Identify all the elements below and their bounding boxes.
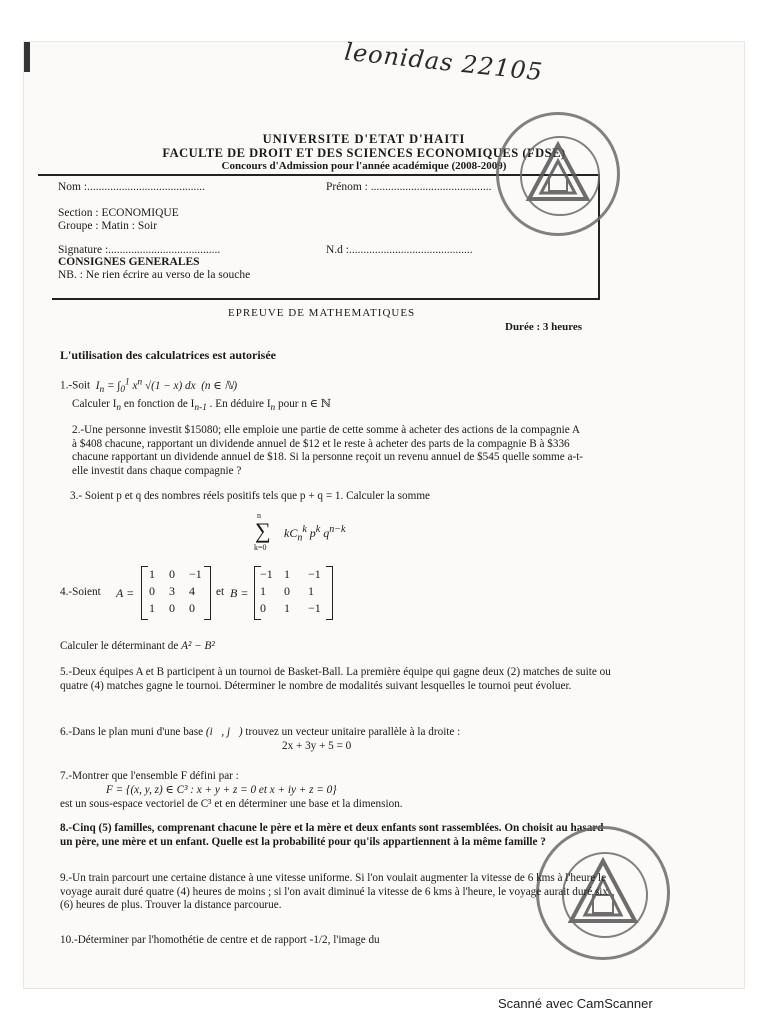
exam-title: EPREUVE DE MATHEMATIQUES <box>228 307 416 319</box>
question-1-line2: Calculer $I_n$ en fonction de $I_{n-1}$ . En déduire $I_n$ pour n ∈ ℕ <box>72 398 332 414</box>
q7-conclusion: est un sous-espace vectoriel de C³ et en déterminer une base et la dimension. <box>60 798 403 810</box>
matA-cell: 4 <box>189 584 195 598</box>
field-prenom: Prénom : .......................................... <box>326 181 492 193</box>
q1-intro: 1.-Soit <box>60 379 91 392</box>
question-10: 10.-Déterminer par l'homothétie de centre et de rapport -1/2, l'image du <box>60 934 380 946</box>
q4-calculer: Calculer le déterminant de <box>60 640 179 652</box>
q6-basis: (i⃗, j⃗) <box>205 726 246 738</box>
concours-line: Concours d'Admission pour l'année académique (2008-2009) <box>221 160 507 172</box>
scanner-watermark: Scanné avec CamScanner <box>498 996 653 1011</box>
official-stamp <box>496 112 620 236</box>
matB-cell: −1 <box>260 567 273 581</box>
matrix-B-label: B = <box>230 586 249 600</box>
sum-lower: k=0 <box>254 543 267 552</box>
matrix-A-bracket-left <box>141 566 148 620</box>
field-signature: Signature :....................................... <box>58 244 221 256</box>
matA-cell: 0 <box>169 601 175 615</box>
matA-cell: 0 <box>189 601 195 615</box>
matB-cell: 1 <box>284 601 290 615</box>
consignes-title: CONSIGNES GENERALES <box>58 256 200 268</box>
q1-deduire: . En déduire I <box>209 398 271 410</box>
summation-term: $kC_n^k$ $p^k$ $q^{n-k}$ <box>284 524 346 544</box>
matB-cell: −1 <box>308 601 321 615</box>
matA-cell: 0 <box>169 567 175 581</box>
field-numero: N.d :........................................... <box>326 244 473 256</box>
field-nom: Nom :......................................... <box>58 181 205 193</box>
faculty-name: FACULTE DE DROIT ET DES SCIENCES ECONOMIQUES (FDSE) <box>162 146 566 160</box>
matB-cell: 1 <box>260 584 266 598</box>
calculator-notice: L'utilisation des calculatrices est autorisée <box>60 348 276 362</box>
matrix-A-bracket-right <box>204 566 211 620</box>
q6-equation: 2x + 3y + 5 = 0 <box>282 740 352 752</box>
q4-soient: 4.-Soient <box>60 586 101 598</box>
question-3: 3.- Soient p et q des nombres réels positifs tels que p + q = 1. Calculer la somme <box>70 490 430 502</box>
matB-cell: 0 <box>284 584 290 598</box>
q1-calc: Calculer I <box>72 398 117 410</box>
header-rule-bottom <box>52 298 600 300</box>
exam-duration: Durée : 3 heures <box>505 321 583 333</box>
field-section: Section : ECONOMIQUE <box>58 207 179 219</box>
q4-expression: A² − B² <box>181 640 215 652</box>
question-7: 7.-Montrer que l'ensemble F défini par : <box>60 770 239 782</box>
question-8: 8.-Cinq (5) familles, comprenant chacune le père et la mère et deux enfants sont rassemblées. On choisit au hasard un père, une mère et un enfant. Quelle est la probabilité pour qu'ils appartiennent à la même famille ? <box>60 822 604 848</box>
summation-sign: ∑ <box>255 518 271 543</box>
question-9: 9.-Un train parcourt une certaine distance à une vitesse uniforme. Si l'on voulait augmenter la vitesse de 6 kms à l'heure le voyage aurait duré quatre (4) heures de moins ; si l'on avait diminué la vitesse de 6 kms à l'heure, le voyage aurait duré six (6) heures de plus. Trouver la distance parcourue. <box>60 872 609 911</box>
question-6 <box>60 726 590 740</box>
q4-et: et <box>216 586 225 598</box>
matA-cell: −1 <box>189 567 202 581</box>
university-name: UNIVERSITE D'ETAT D'HAITI <box>262 132 466 146</box>
matB-cell: 1 <box>284 567 290 581</box>
scan-edge <box>24 42 30 72</box>
question-1 <box>60 376 590 397</box>
q6-intro: 6.-Dans le plan muni d'une base <box>60 726 204 738</box>
matA-cell: 1 <box>149 601 155 615</box>
matB-cell: −1 <box>308 567 321 581</box>
handwritten-note: leonidas 22105 <box>343 37 545 87</box>
matA-cell: 1 <box>149 567 155 581</box>
q1-integral: $I_n = \int_0^1$ $x^n$ √(1 − x) dx (n ∈ ℕ) <box>92 377 238 395</box>
matrix-A-label: A = <box>116 586 135 600</box>
matB-cell: 0 <box>260 601 266 615</box>
nb-note: NB. : Ne rien écrire au verso de la souche <box>58 269 251 281</box>
matA-cell: 0 <box>149 584 155 598</box>
q1-pour: pour n ∈ ℕ <box>278 398 332 410</box>
matrix-B-bracket-right <box>326 566 333 620</box>
matB-cell: 1 <box>308 584 314 598</box>
q1-fonction: en fonction de I <box>123 398 195 410</box>
sum-upper: n <box>257 511 261 520</box>
field-groupe: Groupe : Matin : Soir <box>58 220 158 232</box>
matA-cell: 3 <box>169 584 175 598</box>
question-2: 2.-Une personne investit $15080; elle emploie une partie de cette somme à acheter des actions de la compagnie A à $408 chacune, rapportant un dividende annuel de $12 et le reste à acheter des parts de la compagnie B à $336 chacune rapportant un dividende annuel de $18. Si la personne reçoit un revenu annuel de $545 quelle somme a-t-elle investit dans chaque compagnie ? <box>72 424 584 477</box>
question-5: 5.-Deux équipes A et B participent à un tournoi de Basket-Ball. La première équipe qui gagne deux (2) matches de suite ou quatre (4) matches gagne le tournoi. Déterminer le nombre de modalités suivant lesquelles le tournoi peut évoluer. <box>60 666 611 692</box>
q6-text: trouvez un vecteur unitaire parallèle à la droite : <box>245 726 461 738</box>
q7-set: F = {(x, y, z) ∈ C³ : x + y + z = 0 et x + iy + z = 0} <box>106 784 337 796</box>
question-4-det <box>60 640 590 654</box>
